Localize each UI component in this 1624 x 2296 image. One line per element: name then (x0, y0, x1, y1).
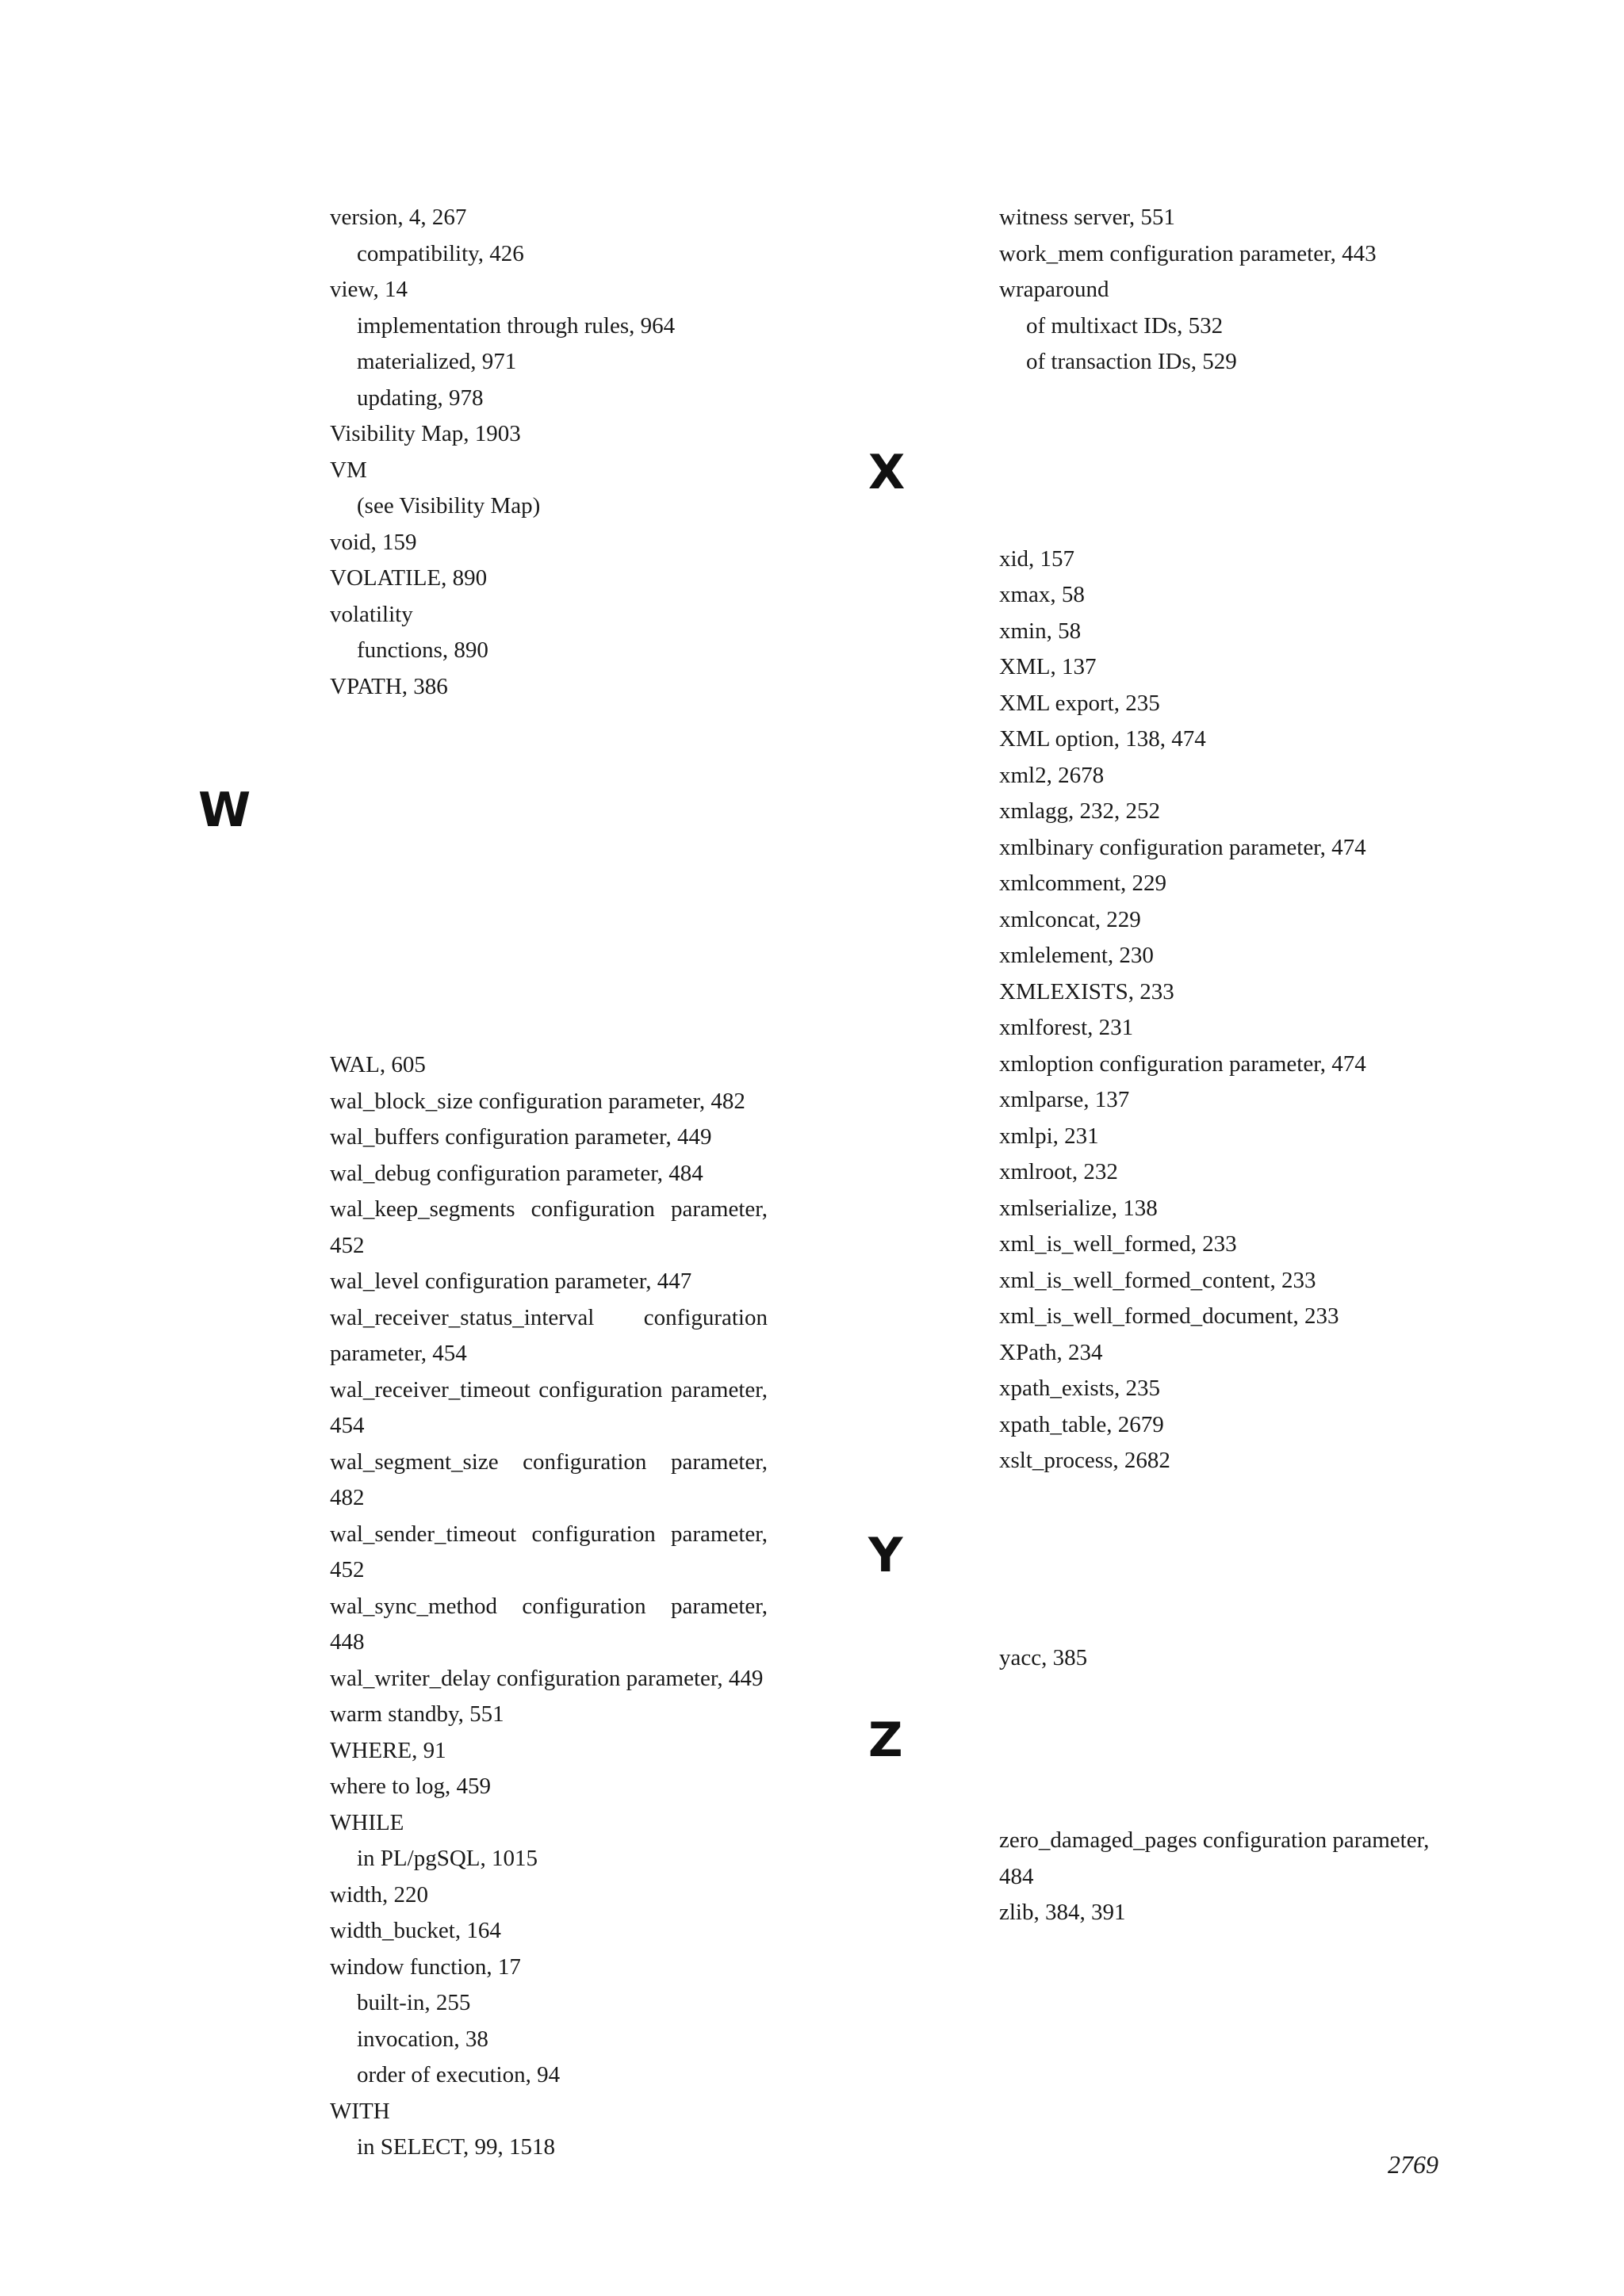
index-entry: xpath_exists, 235 (999, 1376, 1160, 1401)
index-subentry: in PL/pgSQL, 1015 (357, 1846, 538, 1871)
index-entry: xmlconcat, 229 (999, 906, 1141, 932)
index-subentry: of transaction IDs, 529 (1026, 349, 1237, 374)
index-entry: wal_sync_method configuration parameter, 448 (330, 1593, 768, 1655)
index-entry: wal_segment_size configuration parameter, 482 (330, 1448, 768, 1510)
index-entry: xml_is_well_formed, 233 (999, 1231, 1237, 1257)
index-entry: wal_receiver_timeout configuration parameter, 454 (330, 1376, 768, 1438)
index-entry: XPath, 234 (999, 1339, 1103, 1365)
index-entry: xpath_table, 2679 (999, 1411, 1164, 1437)
index-entry: xml2, 2678 (999, 762, 1105, 788)
index-section-z-entries (999, 1823, 1443, 1931)
index-entry: version, 4, 267 (330, 205, 467, 230)
index-entry: wal_block_size configuration parameter, 482 (330, 1088, 745, 1114)
index-entry: yacc, 385 (999, 1644, 1088, 1670)
index-entry: xml_is_well_formed_content, 233 (999, 1267, 1316, 1293)
index-entry: warm standby, 551 (330, 1701, 504, 1727)
index-entry: zero_damaged_pages configuration parameter, 484 (999, 1827, 1430, 1889)
index-section-w-continued (999, 200, 1443, 381)
index-entry: wal_debug configuration parameter, 484 (330, 1160, 703, 1186)
index-entry: void, 159 (330, 529, 417, 555)
index-section-x-entries (999, 541, 1443, 1479)
index-section-w-entries (330, 1047, 768, 2166)
index-entry: VPATH, 386 (330, 673, 448, 699)
index-entry: WHILE (330, 1809, 404, 1835)
index-entry: where to log, 459 (330, 1774, 491, 1799)
index-column-left (330, 200, 768, 2166)
index-entry: xmlbinary configuration parameter, 474 (999, 834, 1366, 860)
index-entry: WHERE, 91 (330, 1737, 446, 1763)
index-entry: XML export, 235 (999, 690, 1160, 716)
index-subentry: order of execution, 94 (357, 2062, 561, 2087)
index-entry: xid, 157 (999, 545, 1075, 572)
index-subentry: of multixact IDs, 532 (1026, 312, 1224, 339)
index-entry: xmax, 58 (999, 582, 1085, 607)
page-number: 2769 (1388, 2150, 1438, 2179)
index-entry: xml_is_well_formed_document, 233 (999, 1303, 1339, 1329)
index-entry: volatility (330, 601, 413, 627)
index-entry: XMLEXISTS, 233 (999, 978, 1174, 1004)
index-entry: wal_buffers configuration parameter, 449 (330, 1124, 712, 1150)
index-entry: xmlroot, 232 (999, 1159, 1118, 1184)
index-entry: width, 220 (330, 1881, 429, 1908)
index-subentry: implementation through rules, 964 (357, 312, 676, 339)
index-entry: VOLATILE, 890 (330, 565, 488, 591)
index-column-right (999, 200, 1443, 1931)
section-letter-w: W (198, 783, 251, 838)
index-entry: wal_writer_delay configuration parameter, 449 (330, 1665, 764, 1691)
index-entry: xmlelement, 230 (999, 943, 1154, 968)
index-entry: WAL, 605 (330, 1052, 426, 1077)
index-entry: witness server, 551 (999, 205, 1175, 230)
index-entry: xmlforest, 231 (999, 1015, 1134, 1040)
section-letter-y: Y (868, 1528, 903, 1583)
index-entry: zlib, 384, 391 (999, 1900, 1126, 1925)
index-subentry: (see Visibility Map) (357, 493, 541, 519)
index-entry: xmlserialize, 138 (999, 1195, 1158, 1221)
index-subentry: functions, 890 (357, 637, 488, 663)
index-entry: VM (330, 457, 367, 483)
index-entry: view, 14 (330, 277, 408, 302)
index-section-y-entries (999, 1640, 1443, 1677)
index-entry: wraparound (999, 277, 1109, 302)
index-entry: window function, 17 (330, 1954, 521, 1980)
index-entry: xmloption configuration parameter, 474 (999, 1050, 1366, 1077)
index-entry: xmlagg, 232, 252 (999, 798, 1160, 824)
index-subentry: invocation, 38 (357, 2026, 488, 2052)
index-entry: XML option, 138, 474 (999, 726, 1206, 752)
index-entry: xmlpi, 231 (999, 1123, 1099, 1149)
index-subentry: materialized, 971 (357, 349, 517, 374)
index-subentry: built-in, 255 (357, 1990, 471, 2015)
index-entry: width_bucket, 164 (330, 1918, 501, 1943)
index-entry: XML, 137 (999, 654, 1097, 679)
index-entry: xmlcomment, 229 (999, 871, 1167, 896)
section-letter-z: Z (868, 1712, 903, 1768)
index-entry: wal_sender_timeout configuration parameter, 452 (330, 1521, 768, 1582)
index-subentry: updating, 978 (357, 385, 484, 411)
index-subentry: compatibility, 426 (357, 240, 524, 266)
index-entry: wal_keep_segments configuration parameter, 452 (330, 1196, 768, 1258)
index-entry: Visibility Map, 1903 (330, 421, 521, 446)
index-section-v-continued (330, 200, 768, 705)
index-entry: wal_receiver_status_interval configuration parameter, 454 (330, 1304, 768, 1366)
index-entry: xmin, 58 (999, 618, 1082, 644)
index-entry: WITH (330, 2098, 390, 2124)
index-entry: work_mem configuration parameter, 443 (999, 240, 1377, 266)
index-entry: xmlparse, 137 (999, 1087, 1130, 1112)
index-subentry: in SELECT, 99, 1518 (357, 2134, 555, 2160)
index-entry: xslt_process, 2682 (999, 1448, 1170, 1473)
index-entry: wal_level configuration parameter, 447 (330, 1269, 692, 1294)
section-letter-x: X (868, 445, 906, 500)
